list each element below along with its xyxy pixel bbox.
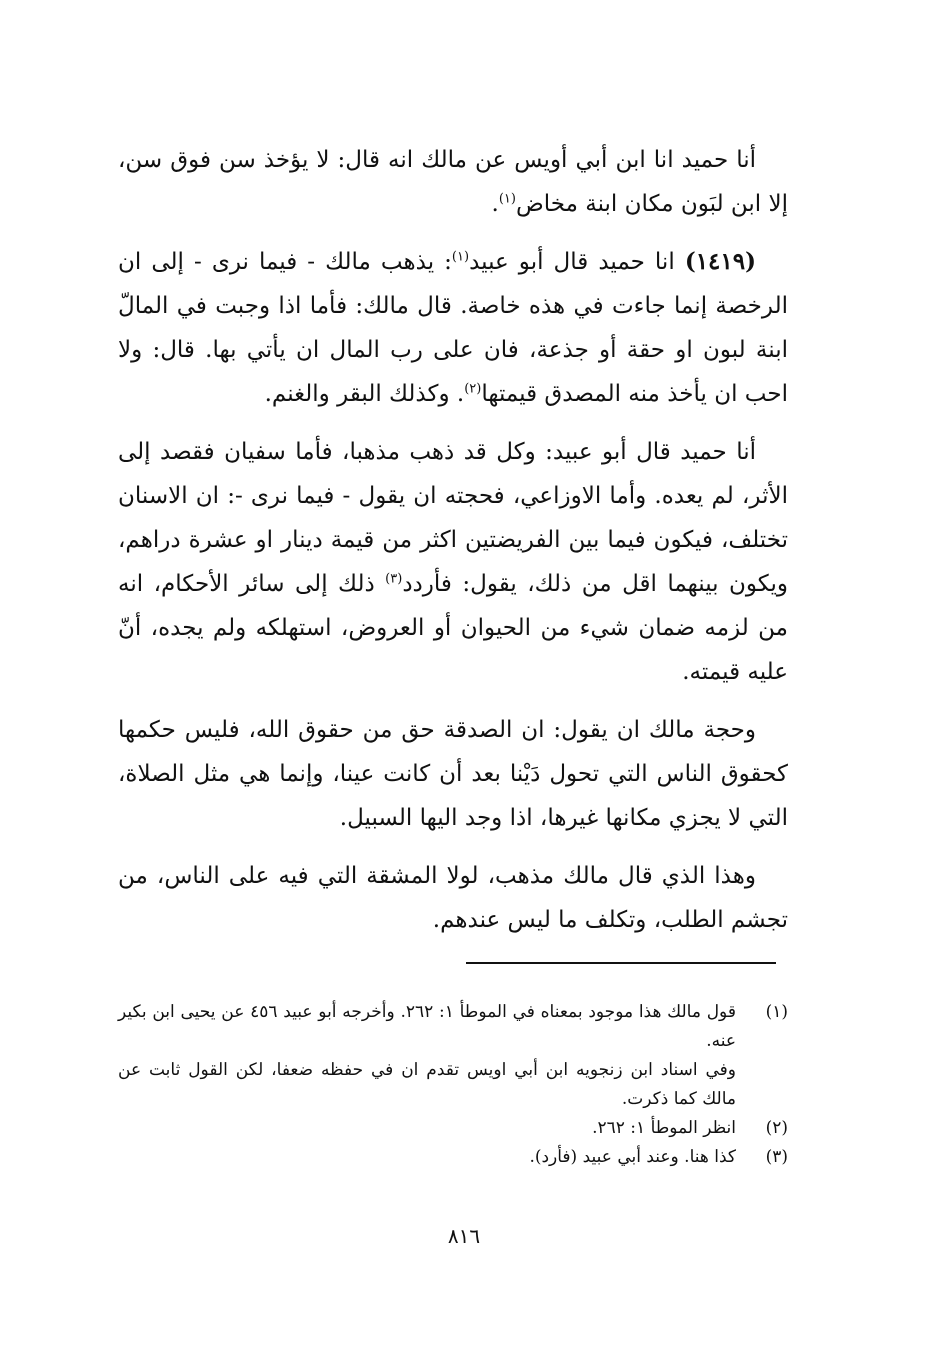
footnote-3 bbox=[118, 1143, 788, 1172]
footnote-text: قول مالك هذا موجود بمعناه في الموطأ ١: ٢٦٢. وأخرجه أبو عبيد ٤٥٦ عن يحيى ابن بكير عنه. bbox=[118, 1002, 736, 1051]
entry-number: (١٤١٩) bbox=[684, 248, 757, 275]
main-text bbox=[118, 138, 788, 956]
footnote-1-continuation: وفي اسناد ابن زنجويه ابن أبي اويس تقدم ان في حفظه ضعفا، لكن القول ثابت عن مالك كما ذكرت. bbox=[118, 1060, 736, 1109]
footnote-1 bbox=[118, 998, 788, 1056]
paragraph-2-text-c: . وكذلك البقر والغنم. bbox=[264, 381, 465, 407]
paragraph-2-text-b: : يذهب مالك - فيما نرى - إلى ان الرخصة إنما جاءت في هذه خاصة. قال مالك: فأما اذا وجبت في المالّ ابنة لبون او حقة أو جذعة، فان على رب المال ان يأتي بها. قال: ولا احب ان يأخذ منه المصدق قيمتها bbox=[118, 249, 788, 407]
page-number: ٨١٦ bbox=[447, 1224, 481, 1248]
paragraph-2 bbox=[118, 240, 788, 416]
paragraph-3-text-b: ذلك إلى سائر الأحكام، انه من لزمه ضمان شيء من الحيوان أو العروض، استهلكه ولم يجده، أنّ عليه قيمته. bbox=[118, 571, 788, 685]
footnote-text: انظر الموطأ ١: ٢٦٢. bbox=[592, 1118, 736, 1138]
footnote-ref-2: (٢) bbox=[464, 381, 482, 397]
paragraph-3-text-a: أنا حميد قال أبو عبيد: وكل قد ذهب مذهبا، فأما سفيان فقصد إلى الأثر، لم يعده. وأما الاوزاعي، فحجته ان يقول - فيما نرى -: ان الاسنان تختلف، فيكون فيما بين الفريضتين اكثر من قيمة دينار او عشرة دراهم، ويكون بينهما اقل من ذلك، يقول: فأردد bbox=[118, 439, 788, 597]
footnote-ref-1: (١) bbox=[498, 191, 516, 207]
paragraph-4 bbox=[118, 708, 788, 840]
paragraph-1-text: أنا حميد انا ابن أبي أويس عن مالك انه قال: لا يؤخذ سن فوق سن، إلا ابن لبَون مكان ابنة مخاض bbox=[118, 147, 788, 217]
footnote-mark: (٢) bbox=[765, 1118, 788, 1138]
paragraph-4-text: وحجة مالك ان يقول: ان الصدقة حق من حقوق الله، فليس حكمها كحقوق الناس التي تحول دَيْنا بعد أن كانت عينا، وإنما هي مثل الصلاة، التي لا يجزي مكانها غيرها، اذا وجد اليها السبيل. bbox=[118, 717, 788, 831]
footnote-ref-3: (٣) bbox=[385, 571, 403, 587]
footnote-2 bbox=[118, 1114, 788, 1143]
footnote-mark: (١) bbox=[765, 1002, 788, 1022]
footnote-ref-1b: (١) bbox=[451, 249, 470, 265]
paragraph-5 bbox=[118, 854, 788, 942]
paragraph-1 bbox=[118, 138, 788, 226]
paragraph-1-tail: . bbox=[491, 191, 499, 217]
paragraph-3 bbox=[118, 430, 788, 694]
paragraph-5-text: وهذا الذي قال مالك مذهب، لولا المشقة التي فيه على الناس، من تجشم الطلب، وتكلف ما ليس عندهم. bbox=[118, 863, 788, 933]
footnote-mark: (٣) bbox=[765, 1147, 788, 1167]
paragraph-2-text-a: انا حميد قال أبو عبيد bbox=[469, 249, 675, 275]
footnote-separator bbox=[466, 962, 776, 964]
footnote-text: كذا هنا. وعند أبي عبيد (فأرد). bbox=[529, 1147, 736, 1167]
footnotes bbox=[118, 998, 788, 1172]
